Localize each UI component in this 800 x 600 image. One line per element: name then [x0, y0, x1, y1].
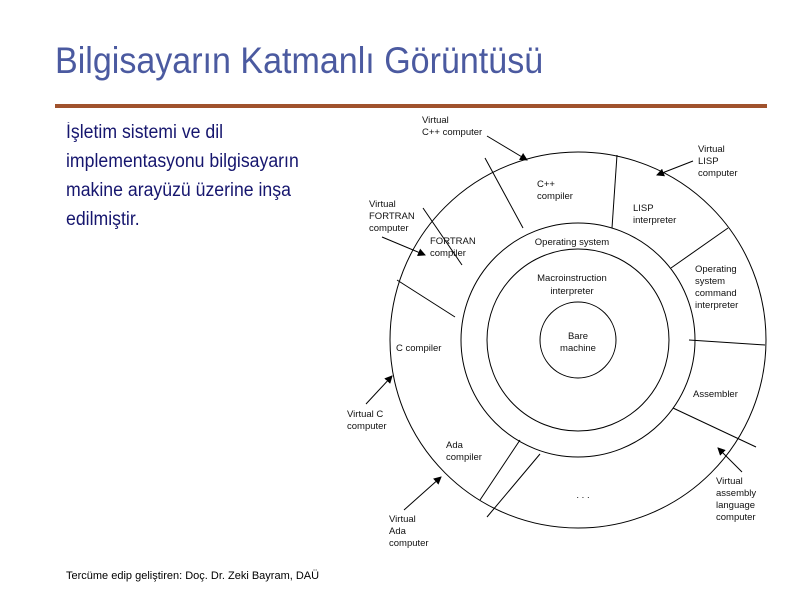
virtual-lisp-label: LISP — [698, 156, 719, 167]
segment-os-cmd-label: system — [695, 276, 726, 287]
segment-lisp-label: LISP — [633, 203, 654, 214]
segment-fortran-label: compiler — [430, 248, 466, 259]
middle-label: Macroinstruction — [537, 273, 607, 284]
virtual-cpp-label: C++ computer — [422, 127, 483, 138]
body-line: edilmiştir. — [66, 209, 140, 230]
virtual-assembly-label: computer — [716, 512, 756, 523]
virtual-ada-label: computer — [389, 538, 429, 549]
body-line: implementasyonu bilgisayarın — [66, 151, 299, 172]
virtual-ada-label: Ada — [389, 526, 406, 537]
segment-c-label: C compiler — [396, 343, 442, 354]
segment-dots-label: . . . — [576, 490, 590, 501]
virtual-ada-label: Virtual — [389, 514, 416, 525]
segment-os-cmd-label: Operating — [695, 264, 737, 275]
middle-label: interpreter — [550, 286, 594, 297]
segment-os-cmd-label: interpreter — [695, 300, 739, 311]
segment-cpp-label: compiler — [537, 191, 573, 202]
virtual-c-label: computer — [347, 421, 387, 432]
virtual-fortran-label: computer — [369, 223, 409, 234]
virtual-lisp-label: Virtual — [698, 144, 725, 155]
virtual-lisp-label: computer — [698, 168, 738, 179]
segment-ada-label: compiler — [446, 452, 482, 463]
slide-title: Bilgisayarın Katmanlı Görüntüsü — [55, 40, 544, 81]
segment-fortran-label: FORTRAN — [430, 236, 476, 247]
virtual-assembly-label: assembly — [716, 488, 757, 499]
virtual-cpp-label: Virtual — [422, 115, 449, 126]
segment-cpp-label: C++ — [537, 179, 555, 190]
segment-ada-label: Ada — [446, 440, 463, 451]
virtual-fortran-label: FORTRAN — [369, 211, 415, 222]
segment-lisp-label: interpreter — [633, 215, 677, 226]
virtual-assembly-label: Virtual — [716, 476, 743, 487]
body-line: İşletim sistemi ve dil — [66, 122, 224, 143]
operating-system-label: Operating system — [534, 237, 610, 248]
virtual-fortran-label: Virtual — [369, 199, 396, 210]
segment-assembler-label: Assembler — [693, 389, 738, 400]
core-label: Bare — [567, 331, 589, 342]
virtual-c-label: Virtual C — [347, 409, 384, 420]
footer-credit: Tercüme edip geliştiren: Doç. Dr. Zeki Bayram, DAÜ — [66, 570, 320, 582]
virtual-assembly-label: language — [716, 500, 756, 511]
core-label: machine — [560, 343, 596, 354]
segment-os-cmd-label: command — [695, 288, 737, 299]
body-line: makine arayüzü üzerine inşa — [66, 180, 291, 201]
